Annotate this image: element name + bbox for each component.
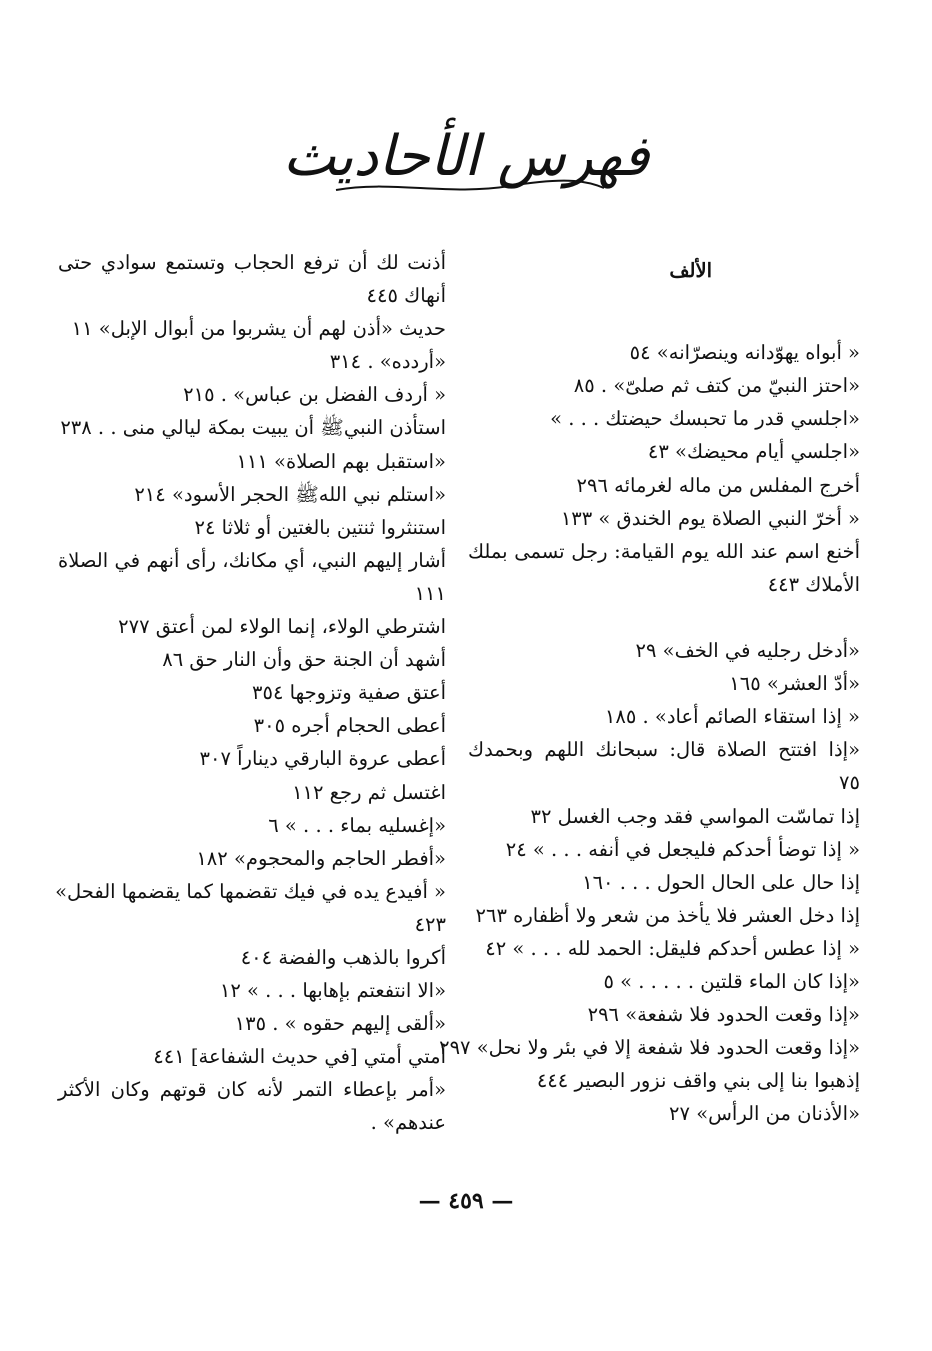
- hadith-entry: « إذا عطس أحدكم فليقل: الحمد لله . . . » ٤٢: [485, 936, 860, 960]
- hadith-entry: «إذا وقعت الحدود فلا شفعة إلا في بئر ولا نحل» ٢٩٧: [439, 1036, 860, 1060]
- page-number: — ٤٥٩ —: [418, 1188, 514, 1214]
- hadith-entry: أذنت لك أن ترفع الحجاب وتستمع سوادي حتى: [58, 251, 446, 274]
- hadith-entry: إذا تماسّت المواسي فقد وجب الغسل ٣٢: [530, 804, 860, 828]
- hadith-entry: أكروا بالذهب والفضة ٤٠٤: [240, 945, 446, 969]
- hadith-entry: «أفطر الحاجم والمحجوم» ١٨٢: [196, 846, 446, 870]
- hadith-entry: « أفيدع يده في فيك تقضمها كما يقضمها الفحل»: [55, 879, 446, 903]
- hadith-entry: «الا انتفعتم بإهابها . . . » ١٢: [219, 979, 446, 1003]
- hadith-entry: إذا دخل العشر فلا يأخذ من شعر ولا أظفاره ٢٦٣: [475, 903, 860, 927]
- hadith-entry: «احتز النبيّ من كتف ثم صلىّ» . ٨٥: [573, 374, 860, 398]
- hadith-entry-continuation: ٧٥: [839, 771, 860, 795]
- hadith-entry: « أبواه يهوّدانه وينصرّانه» ٥٤: [629, 341, 860, 365]
- hadith-entry: أخنع اسم عند الله يوم القيامة: رجل تسمى بملك: [468, 539, 860, 563]
- hadith-entry: إذا حال على الحال الحول . . . ١٦٠: [582, 870, 860, 894]
- hadith-entry: «الأذنان من الرأس» ٢٧: [669, 1102, 860, 1126]
- hadith-entry: «إذا افتتح الصلاة قال: سبحانك اللهم وبحمدك: [468, 738, 860, 762]
- hadith-entry-continuation: ١١١: [414, 581, 446, 605]
- hadith-entry: «إذا كان الماء قلتين . . . . . » ٥: [603, 969, 860, 993]
- hadith-entry: أمتي أمتي [في حديث الشفاعة] ٤٤١: [153, 1045, 446, 1069]
- hadith-entry: اغتسل ثم رجع ١١٢: [292, 780, 446, 804]
- hadith-entry: «اجلسي قدر ما تحبسك حيضتك . . . »: [550, 407, 860, 431]
- hadith-entry: استأذن النبيﷺ أن يبيت بمكة ليالي منى . . ٢٣٨: [60, 416, 446, 440]
- hadith-entry: أشار إليهم النبي، أي مكانك، رأى أنهم في الصلاة: [58, 548, 446, 572]
- hadith-entry: « أردف الفضل بن عباس» . ٢١٥: [183, 383, 446, 407]
- hadith-entry: إذهبوا بنا إلى بني واقف نزور البصير ٤٤٤: [536, 1069, 860, 1093]
- hadith-entry: « إذا استقاء الصائم أعاد» . ١٨٥: [604, 705, 860, 729]
- hadith-entry: أشهد أن الجنة حق وأن النار حق ٨٦: [162, 648, 446, 672]
- hadith-entry: «اجلسي أيام محيضك» ٤٣: [647, 440, 860, 464]
- hadith-entry: «استلم نبي اللهﷺ الحجر الأسود» ٢١٤: [134, 482, 446, 506]
- hadith-entry: استنثروا ثنتين بالغتين أو ثلاثا ٢٤: [194, 515, 446, 539]
- hadith-entry: «أدّ العشر» ١٦٥: [729, 672, 860, 696]
- section-heading-alif: الألف: [669, 259, 712, 282]
- hadith-entry-continuation: أنهاك ٤٤٥: [366, 284, 446, 308]
- hadith-entry-continuation: ٤٢٣: [414, 912, 446, 936]
- hadith-entry: أعطى الحجام أجره ٣٠٥: [253, 714, 446, 738]
- title-swash-ornament: [330, 178, 610, 198]
- hadith-entry: أعتق صفية وتزوجها ٣٥٤: [252, 681, 446, 705]
- hadith-entry: «إغسليه بماء . . . » ٦: [268, 813, 446, 837]
- hadith-entry: « إذا توضأ أحدكم فليجعل في أنفه . . . » ٢٤: [505, 837, 860, 861]
- hadith-entry: «أدخل رجليه في الخف» ٢٩: [635, 639, 860, 663]
- hadith-entry: «ألقى إليهم حقوه » . ١٣٥: [234, 1012, 446, 1036]
- index-column-right: [439, 254, 860, 1130]
- hadith-entry: «إذا وقعت الحدود فلا شفعة» ٢٩٦: [587, 1003, 860, 1027]
- index-column-left: [55, 246, 446, 1140]
- hadith-entry-continuation: عندهم» .: [370, 1111, 446, 1135]
- hadith-entry: اشترطي الولاء، إنما الولاء لمن أعتق ٢٧٧: [118, 615, 446, 639]
- hadith-entry: حديث «أذن لهم أن يشربوا من أبوال الإبل» ١١: [71, 317, 446, 341]
- hadith-entry: «أمر بإعطاء التمر لأنه كان قوتهم وكان الأكثر: [58, 1078, 446, 1102]
- hadith-entry: «أردده» . ٣١٤: [329, 350, 446, 374]
- spacer: [468, 287, 860, 320]
- page-title: فهرس الأحاديث: [282, 124, 650, 189]
- hadith-entry: أخرج المفلس من ماله لغرمائه ٢٩٦: [576, 473, 860, 497]
- hadith-entry: أعطى عروة البارقي ديناراً ٣٠٧: [199, 747, 446, 771]
- hadith-entry: «استقبل بهم الصلاة» ١١١: [236, 449, 446, 473]
- spacer: [468, 601, 860, 634]
- spacer: [468, 320, 860, 336]
- hadith-entry: « أخرّ النبي الصلاة يوم الخندق » ١٣٣: [560, 506, 860, 530]
- hadith-entry-continuation: الأملاك ٤٤٣: [767, 572, 860, 596]
